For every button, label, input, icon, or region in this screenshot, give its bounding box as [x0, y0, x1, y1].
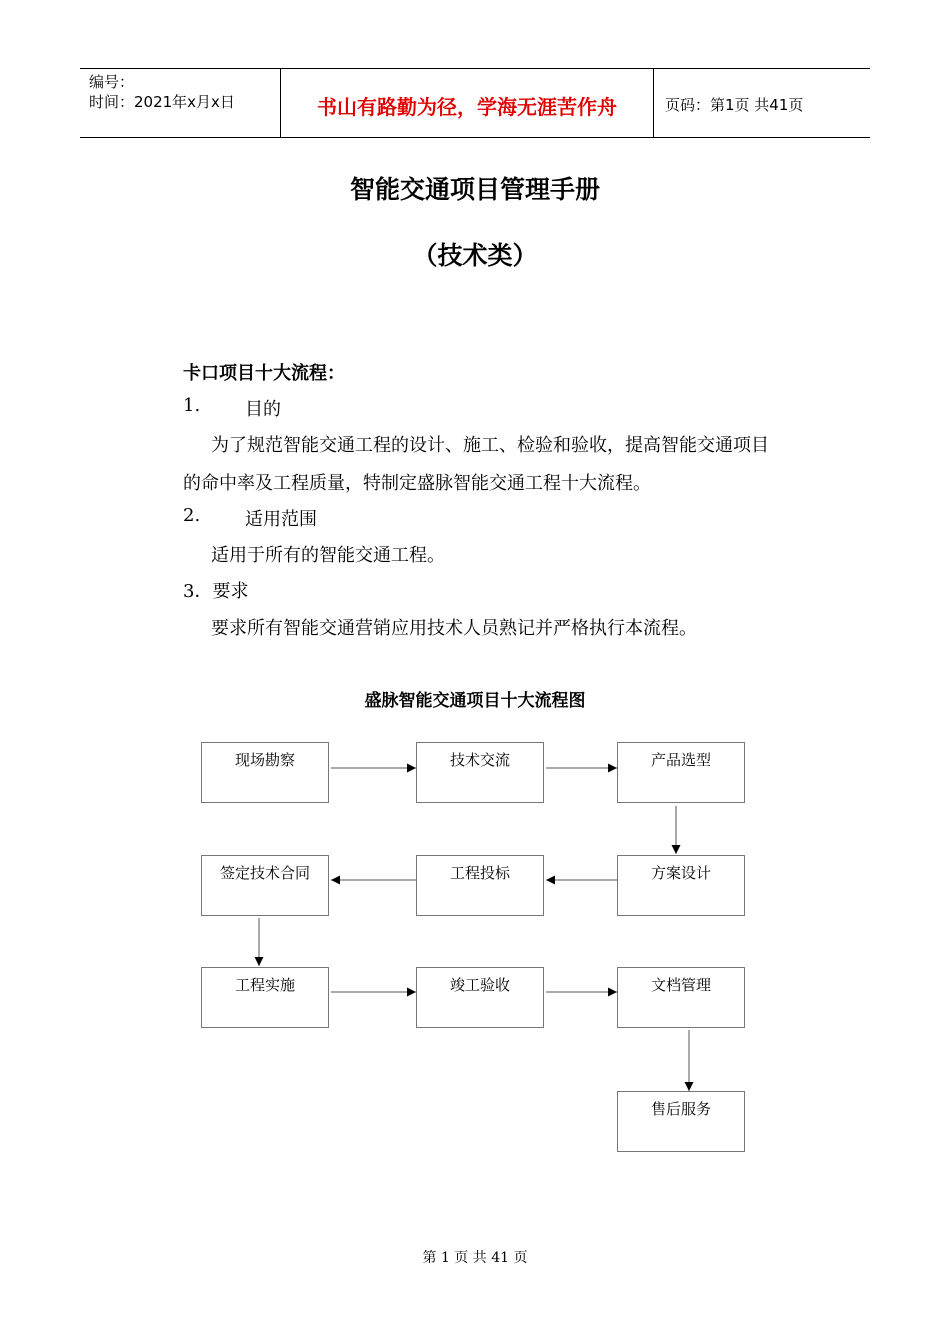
time-label: 时间：2021年x月x日 — [89, 93, 235, 111]
flow-step-5: 工程投标 — [416, 855, 544, 916]
flow-step-4: 方案设计 — [617, 855, 745, 916]
item1-number: 1. — [183, 395, 201, 416]
doc-title: 智能交通项目管理手册 — [349, 175, 600, 204]
doc-subtitle: （技术类） — [412, 241, 538, 270]
item3-body: 要求所有智能交通营销应用技术人员熟记并严格执行本流程。 — [211, 618, 697, 639]
flowchart-title: 盛脉智能交通项目十大流程图 — [364, 691, 586, 711]
flow-step-7: 工程实施 — [201, 967, 329, 1028]
page-footer: 第 1 页 共 41 页 — [422, 1250, 528, 1266]
page-info: 页码：第1页 共41页 — [665, 96, 804, 114]
item1-title: 目的 — [245, 399, 281, 420]
flow-step-9: 文档管理 — [617, 967, 745, 1028]
item1-line2: 的命中率及工程质量，特制定盛脉智能交通工程十大流程。 — [183, 473, 651, 494]
motto-text: 书山有路勤为径，学海无涯苦作舟 — [317, 95, 617, 119]
item2-body: 适用于所有的智能交通工程。 — [211, 545, 445, 566]
flow-step-6: 签定技术合同 — [201, 855, 329, 916]
flow-step-3: 产品选型 — [617, 742, 745, 803]
item1-line1: 为了规范智能交通工程的设计、施工、检验和验收，提高智能交通项目 — [211, 435, 769, 456]
item3-title: 3．要求 — [183, 581, 249, 602]
flow-step-10: 售后服务 — [617, 1091, 745, 1152]
item2-title: 适用范围 — [245, 509, 317, 530]
number-label: 编号： — [89, 73, 135, 91]
flow-step-8: 竣工验收 — [416, 967, 544, 1028]
item2-number: 2. — [183, 505, 201, 526]
flow-step-2: 技术交流 — [416, 742, 544, 803]
section-heading: 卡口项目十大流程： — [183, 363, 345, 384]
flow-step-1: 现场勘察 — [201, 742, 329, 803]
